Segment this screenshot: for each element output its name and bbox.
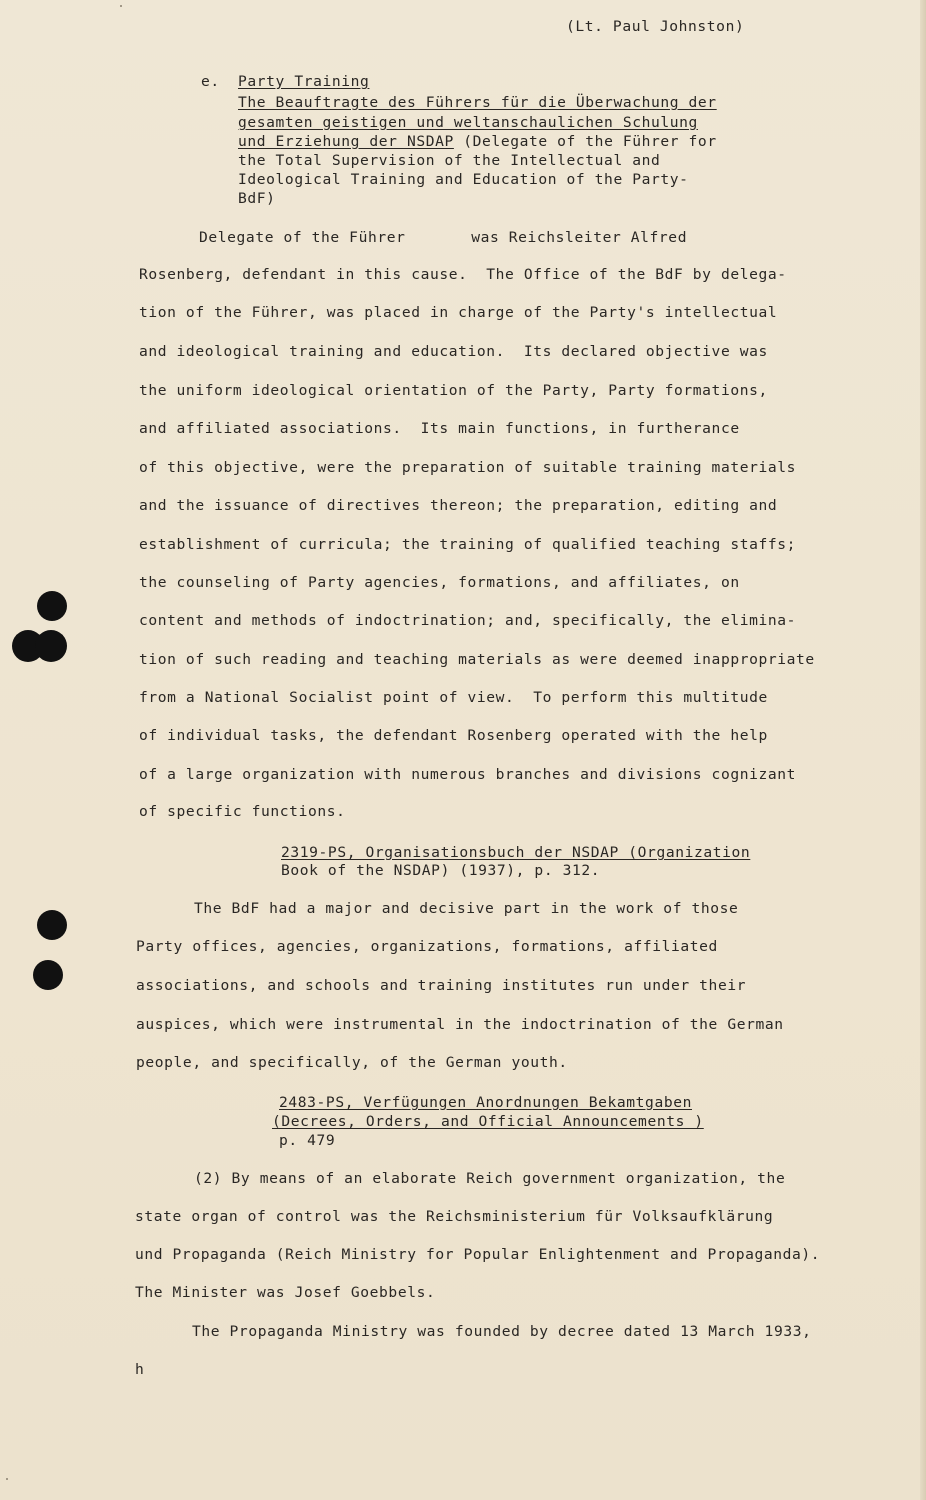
paragraph-line: and affiliated associations. Its main functions, in furtherance [139, 420, 740, 437]
paragraph-line: establishment of curricula; the training of qualified teaching staffs; [139, 536, 797, 553]
translation-inline: (Delegate of the Führer for [453, 133, 717, 150]
german-title-line: gesamten geistigen und weltanschaulichen Schulung [238, 114, 698, 131]
punch-hole [33, 960, 63, 990]
paragraph-line: The Propaganda Ministry was founded by decree dated 13 March 1933, [192, 1323, 812, 1340]
citation-line: p. 479 [279, 1132, 336, 1149]
paragraph-line: und Propaganda (Reich Ministry for Popular Enlightenment and Propaganda). [135, 1246, 821, 1263]
punch-hole [37, 591, 67, 621]
punch-hole [37, 910, 67, 940]
page-edge [920, 0, 926, 1500]
citation-line: Book of the NSDAP) (1937), p. 312. [281, 862, 601, 879]
paragraph-line: content and methods of indoctrination; and, specifically, the elimina- [139, 612, 797, 629]
paragraph-line: tion of such reading and teaching materials as were deemed inappropriate [139, 651, 815, 668]
paragraph-line: tion of the Führer, was placed in charge of the Party's intellectual [139, 304, 778, 321]
paragraph-line: the counseling of Party agencies, formations, and affiliates, on [139, 574, 740, 591]
paper-speck [120, 5, 122, 7]
paper-speck [6, 1478, 8, 1480]
paragraph-line: Rosenberg, defendant in this cause. The Office of the BdF by delega- [139, 266, 787, 283]
paragraph-line: of specific functions. [139, 803, 346, 820]
citation-line: 2319-PS, Organisationsbuch der NSDAP (Organization [281, 844, 751, 861]
punch-hole [35, 630, 67, 662]
attribution: (Lt. Paul Johnston) [566, 18, 745, 35]
paragraph-line: of a large organization with numerous branches and divisions cognizant [139, 766, 797, 783]
translation-line: BdF) [238, 190, 276, 207]
paragraph-line: Delegate of the Führer was Reichsleiter Alfred [199, 229, 688, 246]
footer-mark: h [135, 1361, 145, 1378]
paragraph-line: Party offices, agencies, organizations, formations, affiliated [136, 938, 718, 955]
translation-line: the Total Supervision of the Intellectual and [238, 152, 661, 169]
paragraph-line: and ideological training and education. Its declared objective was [139, 343, 768, 360]
paragraph-line: auspices, which were instrumental in the indoctrination of the German [136, 1016, 784, 1033]
section-heading: Party Training [238, 73, 370, 90]
paragraph-line: state organ of control was the Reichsministerium für Volksaufklärung [135, 1208, 774, 1225]
paragraph-line: associations, and schools and training institutes run under their [136, 977, 747, 994]
citation-line: 2483-PS, Verfügungen Anordnungen Bekamtgaben [279, 1094, 692, 1111]
paragraph-line: of this objective, were the preparation of suitable training materials [139, 459, 797, 476]
german-title-line: The Beauftragte des Führers für die Überwachung der [238, 94, 717, 111]
paragraph-line: the uniform ideological orientation of the Party, Party formations, [139, 382, 768, 399]
paragraph-line: from a National Socialist point of view. To perform this multitude [139, 689, 768, 706]
paragraph-line: (2) By means of an elaborate Reich government organization, the [194, 1170, 786, 1187]
paragraph-line: of individual tasks, the defendant Rosenberg operated with the help [139, 727, 768, 744]
paragraph-line: The BdF had a major and decisive part in the work of those [194, 900, 739, 917]
section-label: e. [201, 73, 220, 90]
paragraph-line: and the issuance of directives thereon; the preparation, editing and [139, 497, 778, 514]
german-title-last-row [238, 133, 717, 151]
paragraph-line: people, and specifically, of the German youth. [136, 1054, 568, 1071]
citation-line: (Decrees, Orders, and Official Announcements ) [272, 1113, 704, 1130]
paragraph-line: The Minister was Josef Goebbels. [135, 1284, 436, 1301]
german-title-line: und Erziehung der NSDAP [238, 133, 454, 150]
translation-line: Ideological Training and Education of the Party- [238, 171, 689, 188]
